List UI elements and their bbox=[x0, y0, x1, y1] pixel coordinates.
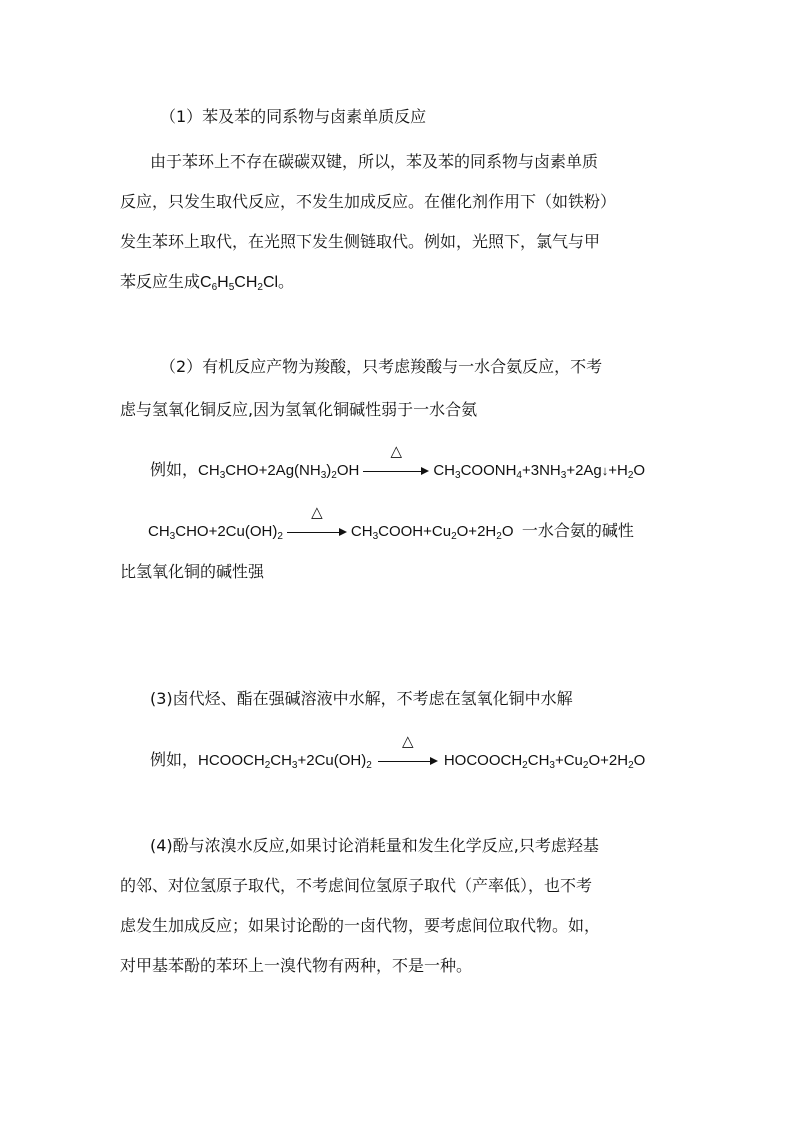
section3-heading: (3)卤代烃、酯在强碱溶液中水解，不考虑在氢氧化铜中水解 bbox=[150, 689, 573, 708]
section1-line-2: 反应，只发生取代反应，不发生加成反应。在催化剂作用下（如铁粉） bbox=[120, 192, 617, 211]
section4-line-1: (4)酚与浓溴水反应,如果讨论消耗量和发生化学反应,只考虑羟基 bbox=[150, 836, 599, 855]
section2-line-2: 虑与氢氧化铜反应,因为氢氧化铜碱性弱于一水合氨 bbox=[120, 400, 478, 419]
equation-silver-mirror: 例如，$CH_3CHO+2Ag(NH_3)_2OH$ △ $CH_3COONH_4+3NH_3+2Ag↓+H_2O$ bbox=[150, 443, 646, 481]
equation-ester-hydrolysis: 例如，$HCOOCH_2CH_3+2Cu(OH)_2$ △ $HOCOOCH_2CH_3+Cu_2O+2H_2O$ bbox=[150, 733, 646, 771]
section1-line-4: 苯反应生成$C_6H_5CH_2Cl$。 bbox=[120, 272, 295, 293]
heat-symbol: △ bbox=[390, 443, 403, 461]
section1-heading: （1）苯及苯的同系物与卤素单质反应 bbox=[160, 107, 427, 126]
heat-arrow bbox=[287, 504, 347, 542]
section4-line-4: 对甲基苯酚的苯环上一溴代物有两种，不是一种。 bbox=[120, 956, 473, 975]
heat-symbol: △ bbox=[402, 733, 414, 751]
heat-arrow bbox=[378, 733, 438, 771]
heat-arrow bbox=[363, 443, 429, 481]
benzyl-chloride-formula: $C_6H_5CH_2Cl$ bbox=[200, 274, 279, 293]
section4-line-3: 虑发生加成反应；如果讨论酚的一卤代物，要考虑间位取代物。如， bbox=[120, 916, 601, 935]
equation-copper-hydroxide: $CH_3CHO+2Cu(OH)_2$ △ $CH_3COOH+Cu_2O+2H_2O$ 一水合氨的碱性 bbox=[148, 504, 634, 542]
heat-symbol: △ bbox=[311, 504, 323, 522]
section1-line-1: 由于苯环上不存在碳碳双键，所以，苯及苯的同系物与卤素单质 bbox=[150, 152, 599, 171]
section4-line-2: 的邻、对位氢原子取代，不考虑间位氢原子取代（产率低），也不考 bbox=[120, 876, 593, 895]
section2-heading: （2）有机反应产物为羧酸，只考虑羧酸与一水合氨反应，不考 bbox=[160, 357, 603, 376]
section1-line-3: 发生苯环上取代，在光照下发生侧链取代。例如，光照下，氯气与甲 bbox=[120, 232, 601, 251]
precipitate-arrow-icon: ↓ bbox=[601, 463, 609, 478]
section2-tail: 比氢氧化铜的碱性强 bbox=[120, 562, 265, 581]
